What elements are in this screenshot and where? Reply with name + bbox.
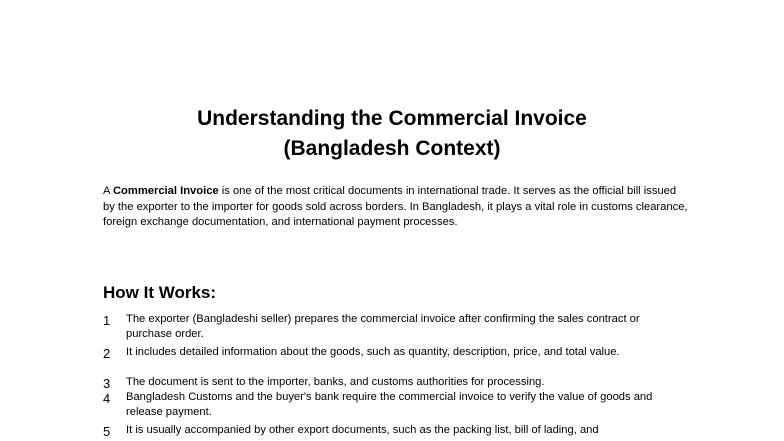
- step-text: It is usually accompanied by other export documents, such as the packing list, bill of lading, and: [126, 424, 599, 436]
- step-number: 2: [103, 346, 111, 361]
- intro-rest: is one of the most critical documents in international trade. It serves as the official bill issued by the exporter to the importer for goods sold across borders. In Bangladesh, it plays a vital role in customs clearance, foreign exchange documentation, and international payment processes.: [103, 185, 688, 228]
- intro-lead: A: [103, 185, 113, 197]
- step-number: 4: [103, 391, 111, 406]
- step-number: 3: [103, 376, 111, 391]
- step-text: It includes detailed information about the goods, such as quantity, description, price, and total value.: [126, 346, 620, 358]
- step-text: The document is sent to the importer, banks, and customs authorities for processing.: [126, 376, 545, 388]
- step-text: Bangladesh Customs and the buyer's bank require the commercial invoice to verify the value of goods and release payment.: [126, 391, 653, 418]
- section-heading: How It Works:: [103, 283, 217, 302]
- step-number: 1: [103, 313, 111, 328]
- document-title-line-2: (Bangladesh Context): [283, 137, 501, 160]
- intro-bold-term: Commercial Invoice: [112, 185, 219, 197]
- step-text: The exporter (Bangladeshi seller) prepares the commercial invoice after confirming the sales contract or purchase order.: [126, 313, 640, 340]
- document-title-line-1: Understanding the Commercial Invoice: [197, 107, 587, 130]
- step-number: 5: [103, 424, 111, 439]
